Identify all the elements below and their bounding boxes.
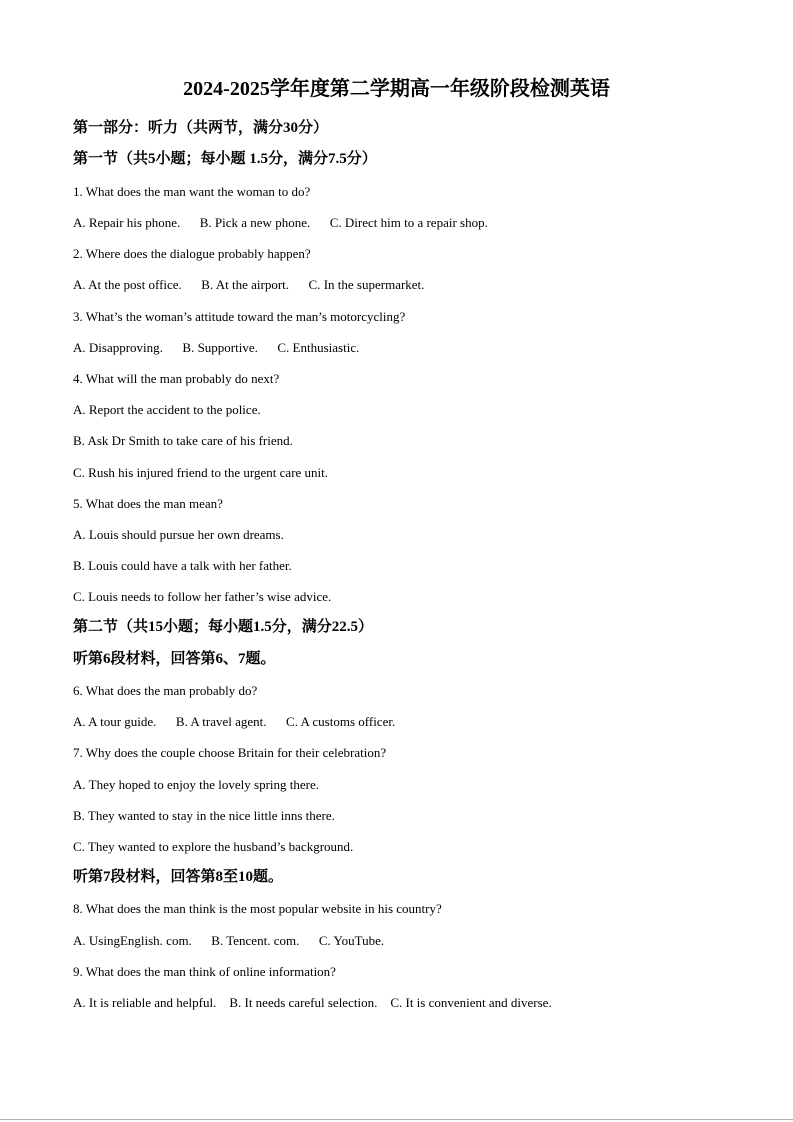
question-5-option-a: A. Louis should pursue her own dreams. bbox=[73, 527, 284, 542]
question-7-option-b: B. They wanted to stay in the nice little inns there. bbox=[73, 808, 335, 823]
question-4-option-b: B. Ask Dr Smith to take care of his friend. bbox=[73, 433, 293, 448]
page-bottom-divider bbox=[0, 1119, 793, 1120]
question-3-options: A. Disapproving. B. Supportive. C. Enthusiastic. bbox=[73, 340, 360, 355]
question-9-options: A. It is reliable and helpful. B. It needs careful selection. C. It is convenient and diverse. bbox=[73, 995, 552, 1010]
question-8-options: A. UsingEnglish. com. B. Tencent. com. C. YouTube. bbox=[73, 933, 385, 948]
part1-heading: 第一部分：听力（共两节，满分30分） bbox=[73, 120, 329, 136]
question-6-options: A. A tour guide. B. A travel agent. C. A customs officer. bbox=[73, 714, 396, 729]
question-5-option-b: B. Louis could have a talk with her father. bbox=[73, 558, 292, 573]
question-7-option-a: A. They hoped to enjoy the lovely spring there. bbox=[73, 777, 319, 792]
material-7-heading: 听第7段材料，回答第8至10题。 bbox=[73, 869, 284, 885]
question-4-option-a: A. Report the accident to the police. bbox=[73, 402, 261, 417]
question-4-option-c: C. Rush his injured friend to the urgent care unit. bbox=[73, 465, 329, 480]
question-7-option-c: C. They wanted to explore the husband’s background. bbox=[73, 839, 354, 854]
section1-heading: 第一节（共5小题；每小题 1.5分，满分7.5分） bbox=[73, 151, 377, 167]
question-2: 2. Where does the dialogue probably happen? bbox=[73, 246, 311, 261]
question-9: 9. What does the man think of online information? bbox=[73, 964, 336, 979]
question-6: 6. What does the man probably do? bbox=[73, 683, 258, 698]
question-1: 1. What does the man want the woman to do? bbox=[73, 184, 311, 199]
question-7: 7. Why does the couple choose Britain for their celebration? bbox=[73, 745, 387, 760]
section2-heading: 第二节（共15小题；每小题1.5分，满分22.5） bbox=[73, 619, 374, 635]
question-4: 4. What will the man probably do next? bbox=[73, 371, 280, 386]
question-2-options: A. At the post office. B. At the airport. C. In the supermarket. bbox=[73, 277, 425, 292]
question-3: 3. What’s the woman’s attitude toward the man’s motorcycling? bbox=[73, 309, 406, 324]
question-5: 5. What does the man mean? bbox=[73, 496, 223, 511]
exam-title: 2024-2025学年度第二学期高一年级阶段检测英语 bbox=[183, 78, 610, 100]
question-5-option-c: C. Louis needs to follow her father’s wise advice. bbox=[73, 589, 332, 604]
question-1-options: A. Repair his phone. B. Pick a new phone. C. Direct him to a repair shop. bbox=[73, 215, 488, 230]
question-8: 8. What does the man think is the most popular website in his country? bbox=[73, 901, 442, 916]
material-6-heading: 听第6段材料，回答第6、7题。 bbox=[73, 651, 276, 667]
